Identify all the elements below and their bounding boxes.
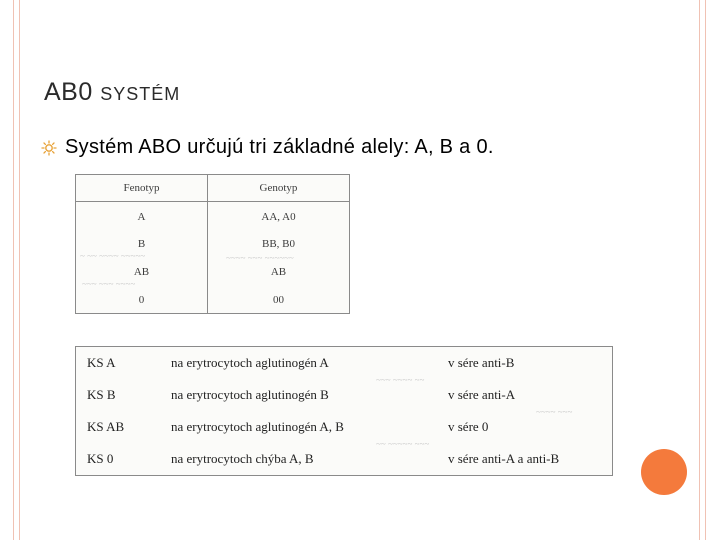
- bullet-text: Systém ABO určujú tri základné alely: A, B a 0.: [65, 136, 494, 158]
- genotype-cell: BB, B0: [261, 238, 295, 250]
- antigen-cell: na erytrocytoch chýba A, B: [171, 451, 314, 466]
- blood-group-table: [75, 346, 613, 476]
- phenotype-cell: 0: [138, 294, 145, 306]
- bullet-item: [41, 136, 494, 159]
- antibody-cell: v sére anti-A: [448, 387, 516, 402]
- sun-bullet-icon: [41, 140, 57, 156]
- table-row: [76, 387, 612, 407]
- genotype-cell: 00: [273, 294, 284, 306]
- slide-title-main: AB0: [44, 78, 93, 106]
- table-row: [76, 355, 612, 375]
- antigen-cell: na erytrocytoch aglutinogén B: [171, 387, 329, 402]
- scan-artifact: ~~ ~~~~~ ~~~: [376, 439, 430, 449]
- group-cell: KS AB: [87, 419, 125, 434]
- scan-artifact: ~~~~ ~~~ ~~~~~~: [226, 253, 294, 263]
- antibody-cell: v sére anti-A a anti-B: [448, 451, 560, 466]
- phenotype-cell: AB: [133, 266, 150, 278]
- scan-artifact: ~ ~~ ~~~~ ~~~~~: [80, 251, 146, 261]
- slide-title: [44, 78, 180, 107]
- scan-artifact: ~~~ ~~~~ ~~: [376, 375, 425, 385]
- antigen-cell: na erytrocytoch aglutinogén A: [171, 355, 329, 370]
- header-fenotyp: Fenotyp: [123, 182, 160, 194]
- antigen-cell: na erytrocytoch aglutinogén A, B: [171, 419, 344, 434]
- phenotype-cell: B: [137, 238, 146, 250]
- table-divider: [76, 201, 349, 202]
- scan-artifact: ~~~ ~~~ ~~~~: [82, 279, 136, 289]
- group-cell: KS 0: [87, 451, 114, 466]
- decorative-orange-circle: [641, 449, 687, 495]
- antibody-cell: v sére 0: [448, 419, 489, 434]
- group-cell: KS A: [87, 355, 116, 370]
- phenotype-cell: A: [137, 211, 146, 223]
- group-cell: KS B: [87, 387, 116, 402]
- slide-title-small: SYSTÉM: [100, 84, 181, 104]
- genotype-cell: AA, A0: [261, 211, 296, 223]
- antibody-cell: v sére anti-B: [448, 355, 515, 370]
- genotype-cell: AB: [270, 266, 287, 278]
- header-genotyp: Genotyp: [259, 182, 298, 194]
- table-row: [76, 451, 612, 471]
- phenotype-table: [75, 174, 350, 314]
- scan-artifact: ~~~~ ~~~: [536, 407, 573, 417]
- table-row: [76, 419, 612, 439]
